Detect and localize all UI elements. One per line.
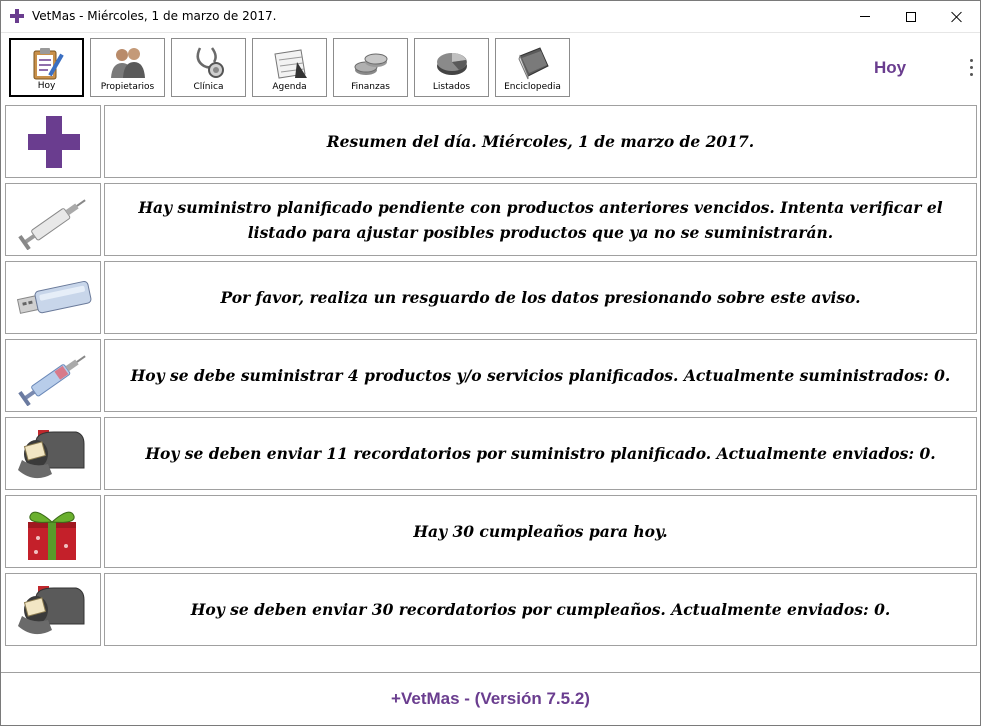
notification-text: Hay suministro planificado pendiente con productos anteriores vencidos. Intenta verificar el listado para ajustar posibles productos que ya no se suministrarán. xyxy=(138,197,943,242)
toolbar-label-propietarios: Propietarios xyxy=(100,82,155,92)
calendar-icon xyxy=(271,44,309,80)
title-bar xyxy=(1,1,980,32)
syringe-icon xyxy=(14,190,94,250)
window-title: VetMas - Miércoles, 1 de marzo de 2017. xyxy=(32,9,277,23)
section-title: Hoy xyxy=(874,58,907,77)
toolbar-label-hoy: Hoy xyxy=(37,81,56,91)
notification-row-planned-supply[interactable] xyxy=(5,339,977,412)
coins-icon xyxy=(352,44,390,80)
toolbar-button-clinica[interactable] xyxy=(171,38,246,97)
footer xyxy=(1,672,980,725)
toolbar-label-finanzas: Finanzas xyxy=(351,82,390,92)
gift-icon xyxy=(14,502,94,562)
notification-text: Hoy se deben enviar 30 recordatorios por cumpleaños. Actualmente enviados: 0. xyxy=(190,600,891,619)
main-toolbar xyxy=(1,32,980,101)
notification-row-summary[interactable] xyxy=(5,105,977,178)
maximize-button[interactable] xyxy=(888,1,934,32)
book-icon xyxy=(514,44,552,80)
notification-row-birthday-reminders[interactable] xyxy=(5,573,977,646)
notification-row-birthdays[interactable] xyxy=(5,495,977,568)
toolbar-button-agenda[interactable] xyxy=(252,38,327,97)
notification-text: Hoy se deben enviar 11 recordatorios por suministro planificado. Actualmente enviados: 0. xyxy=(145,444,936,463)
toolbar-label-clinica: Clínica xyxy=(193,82,224,92)
notification-row-expired-products[interactable] xyxy=(5,183,977,256)
syringe-blue-icon xyxy=(14,346,94,406)
toolbar-button-finanzas[interactable] xyxy=(333,38,408,97)
notification-text: Hay 30 cumpleaños para hoy. xyxy=(413,522,668,541)
close-button[interactable] xyxy=(934,1,980,32)
notification-row-supply-reminders[interactable] xyxy=(5,417,977,490)
minimize-button[interactable] xyxy=(842,1,888,32)
version-label: +VetMas - (Versión 7.5.2) xyxy=(391,689,590,708)
usb-drive-icon xyxy=(14,268,94,328)
toolbar-button-listados[interactable] xyxy=(414,38,489,97)
mailbox-icon xyxy=(14,424,94,484)
notification-text: Hoy se debe suministrar 4 productos y/o servicios planificados. Actualmente suministrados: 0. xyxy=(130,366,951,385)
notification-text: Resumen del día. Miércoles, 1 de marzo de 2017. xyxy=(326,132,755,151)
vetmas-logo-icon xyxy=(10,9,24,23)
toolbar-button-hoy[interactable] xyxy=(9,38,84,97)
close-icon xyxy=(951,11,963,23)
pie-chart-icon xyxy=(433,44,471,80)
toolbar-label-agenda: Agenda xyxy=(272,82,307,92)
toolbar-button-enciclopedia[interactable] xyxy=(495,38,570,97)
stethoscope-icon xyxy=(190,44,228,80)
plus-icon xyxy=(14,112,94,172)
maximize-icon xyxy=(906,12,916,22)
notification-row-backup[interactable] xyxy=(5,261,977,334)
toolbar-label-enciclopedia: Enciclopedia xyxy=(504,82,561,92)
notification-text: Por favor, realiza un resguardo de los datos presionando sobre este aviso. xyxy=(220,288,861,307)
clipboard-icon xyxy=(28,45,66,81)
toolbar-button-propietarios[interactable] xyxy=(90,38,165,97)
mailbox-icon xyxy=(14,580,94,640)
people-icon xyxy=(109,44,147,80)
more-options-icon[interactable] xyxy=(966,57,976,79)
minimize-icon xyxy=(860,16,870,17)
toolbar-label-listados: Listados xyxy=(432,82,471,92)
